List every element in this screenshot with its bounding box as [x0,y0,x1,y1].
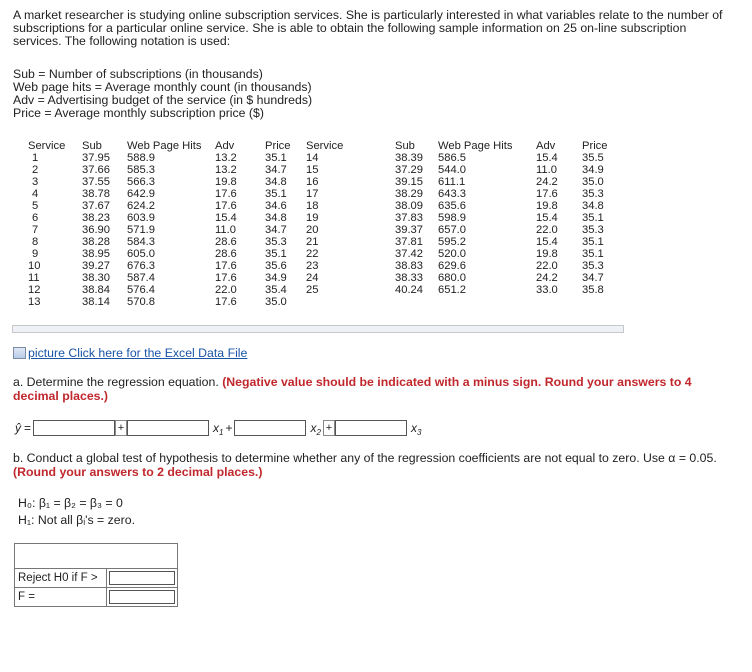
part-a-question [13,375,738,403]
y-hat-symbol: ŷ [15,421,21,435]
cell-sub: 38.83 [395,260,423,272]
cell-web-page-hits: 576.4 [127,284,155,296]
cell-price: 34.8 [265,176,287,188]
cell-adv: 22.0 [215,284,237,296]
cell-price: 35.1 [265,152,287,164]
cell-price: 35.3 [582,188,604,200]
reject-row [15,569,177,588]
cell-adv: 11.0 [215,224,236,236]
cell-adv: 17.6 [215,200,237,212]
cell-web-page-hits: 605.0 [127,248,155,260]
table-row [28,200,305,212]
header-adv: Adv [215,140,235,152]
table-row [306,224,622,236]
header-sub: Sub [82,140,102,152]
header-price: Price [582,140,608,152]
cell-adv: 17.6 [215,296,237,308]
cell-service: 19 [306,212,319,224]
cell-sub: 39.15 [395,176,423,188]
cell-web-page-hits: 587.4 [127,272,155,284]
cell-price: 35.3 [582,260,604,272]
cell-sub: 38.84 [82,284,110,296]
cell-web-page-hits: 584.3 [127,236,155,248]
cell-service: 16 [306,176,319,188]
cell-service: 9 [32,248,39,260]
part-b-question [13,451,738,479]
cell-sub: 38.95 [82,248,110,260]
cell-adv: 17.6 [215,272,237,284]
cell-price: 34.7 [582,272,604,284]
cell-adv: 22.0 [536,260,558,272]
table-row [28,188,305,200]
header-sub: Sub [395,140,415,152]
equals-sign: = [24,421,32,435]
header-web-page-hits: Web Page Hits [127,140,202,152]
cell-web-page-hits: 544.0 [438,164,466,176]
cell-service: 17 [306,188,319,200]
coefficient-x2-input[interactable] [234,420,306,436]
cell-service: 5 [32,200,39,212]
cell-price: 35.5 [582,152,604,164]
cell-sub: 39.27 [82,260,110,272]
cell-price: 35.3 [582,224,604,236]
cell-sub: 40.24 [395,284,423,296]
cell-service: 22 [306,248,319,260]
cell-adv: 15.4 [536,212,558,224]
cell-adv: 28.6 [215,248,237,260]
table-row [28,152,305,164]
cell-service: 20 [306,224,319,236]
cell-service: 3 [32,176,39,188]
table-row [306,284,622,296]
cell-adv: 33.0 [536,284,558,296]
cell-adv: 24.2 [536,176,558,188]
cell-web-page-hits: 676.3 [127,260,155,272]
cell-service: 12 [28,284,41,296]
cell-adv: 15.4 [536,152,558,164]
cell-service: 14 [306,152,319,164]
cell-web-page-hits: 680.0 [438,272,466,284]
cell-web-page-hits: 586.5 [438,152,466,164]
cell-service: 2 [32,164,39,176]
cell-web-page-hits: 611.1 [438,176,466,188]
table-row [28,260,305,272]
table-row [306,188,622,200]
table-row [28,248,305,260]
cell-web-page-hits: 595.2 [438,236,466,248]
cell-price: 34.7 [265,224,287,236]
cell-service: 1 [32,152,39,164]
cell-service: 21 [306,236,319,248]
cell-adv: 17.6 [536,188,558,200]
cell-adv: 11.0 [536,164,557,176]
cell-service: 7 [32,224,39,236]
cell-price: 35.1 [582,236,604,248]
cell-price: 34.7 [265,164,287,176]
header-service: Service [28,140,66,152]
cell-sub: 37.83 [395,212,423,224]
definition-adv: Adv = Advertising budget of the service (in $ hundreds) [13,93,313,107]
header-web-page-hits: Web Page Hits [438,140,513,152]
table-row [306,272,622,284]
part-a-instruction: (Negative value should be indicated with a minus sign. Round your answers to 4 decimal places.) [13,375,692,403]
x3-label: $x_3$ [410,421,422,437]
x1-label: $x_1$ [213,421,224,437]
plus-sign: + [225,421,233,435]
picture-icon [13,347,26,359]
cell-web-page-hits: 588.9 [127,152,155,164]
table-row [28,212,305,224]
cell-sub: 38.78 [82,188,110,200]
cell-web-page-hits: 624.2 [127,200,155,212]
cell-web-page-hits: 635.6 [438,200,466,212]
cell-service: 18 [306,200,319,212]
critical-value-input[interactable] [109,571,175,585]
definition-web-page-hits: Web page hits = Average monthly count (in thousands) [13,80,312,94]
table-row [306,152,622,164]
cell-service: 6 [32,212,39,224]
horizontal-scrollbar[interactable] [12,325,624,333]
cell-web-page-hits: 520.0 [438,248,466,260]
cell-sub: 38.29 [395,188,423,200]
cell-sub: 38.33 [395,272,423,284]
cell-web-page-hits: 603.9 [127,212,155,224]
cell-adv: 19.8 [536,200,558,212]
cell-adv: 13.2 [215,152,237,164]
cell-service: 4 [32,188,39,200]
header-price: Price [265,140,291,152]
hypotheses [18,495,135,529]
part-a-text: a. Determine the regression equation. [13,375,219,389]
table-row [28,272,305,284]
table-row [306,200,622,212]
cell-web-page-hits: 657.0 [438,224,466,236]
part-b-text: b. Conduct a global test of hypothesis to determine whether any of the regression coefficients are not equal to zero. Use α = 0.05. [13,451,717,465]
cell-service: 24 [306,272,319,284]
cell-price: 35.8 [582,284,604,296]
cell-sub: 38.30 [82,272,110,284]
table-row [306,164,622,176]
f-statistic-input[interactable] [109,590,175,604]
table-row [28,224,305,236]
x2-label: $x_2$ [310,421,321,437]
cell-price: 35.1 [582,212,604,224]
cell-adv: 15.4 [215,212,237,224]
table-row [28,176,305,188]
cell-sub: 36.90 [82,224,110,236]
cell-web-page-hits: 570.8 [127,296,155,308]
cell-adv: 13.2 [215,164,237,176]
cell-sub: 37.66 [82,164,110,176]
cell-price: 35.0 [265,296,287,308]
cell-service: 11 [28,272,40,284]
cell-adv: 19.8 [215,176,237,188]
cell-service: 25 [306,284,319,296]
regression-equation [15,420,421,436]
coefficient-x3-input[interactable] [335,420,407,436]
cell-service: 8 [32,236,39,248]
f-test-table [14,543,178,607]
cell-price: 35.6 [265,260,287,272]
table-row [306,212,622,224]
data-table-right [306,140,622,296]
cell-adv: 15.4 [536,236,558,248]
plus-sign: + [323,420,335,436]
problem-intro: A market researcher is studying online subscription services. She is particularly interested in what variables relate to the number of subscriptions for a particular online service. She is able to obtain the following sample information on 25 on-line subscription services. The following notation is used: [13,8,723,48]
plus-sign: + [115,420,127,436]
intercept-input[interactable] [33,420,115,436]
cell-adv: 22.0 [536,224,558,236]
f-label: F = [15,588,107,606]
cell-sub: 38.23 [82,212,110,224]
cell-web-page-hits: 651.2 [438,284,466,296]
table-row [306,248,622,260]
table-row [306,260,622,272]
table-row [306,236,622,248]
cell-adv: 19.8 [536,248,558,260]
table-header-row [306,140,622,152]
excel-link-text[interactable]: picture Click here for the Excel Data File [28,346,248,360]
cell-sub: 38.39 [395,152,423,164]
cell-adv: 17.6 [215,188,237,200]
data-table-left [28,140,305,308]
notation-definitions [13,68,312,120]
cell-price: 35.1 [582,248,604,260]
cell-web-page-hits: 598.9 [438,212,466,224]
cell-web-page-hits: 642.9 [127,188,155,200]
table-row [306,176,622,188]
cell-price: 35.1 [265,188,287,200]
cell-web-page-hits: 643.3 [438,188,466,200]
cell-sub: 37.81 [395,236,423,248]
header-adv: Adv [536,140,556,152]
cell-price: 35.1 [265,248,287,260]
cell-sub: 37.67 [82,200,110,212]
null-hypothesis: H₀: β₁ = β₂ = β₃ = 0 [18,496,123,510]
reject-label: Reject H0 if F > [15,569,107,587]
cell-web-page-hits: 629.6 [438,260,466,272]
cell-sub: 37.55 [82,176,110,188]
cell-web-page-hits: 571.9 [127,224,155,236]
part-b-instruction: (Round your answers to 2 decimal places.) [13,465,263,479]
cell-price: 35.4 [265,284,287,296]
cell-price: 35.0 [582,176,604,188]
cell-adv: 24.2 [536,272,558,284]
table-row [28,296,305,308]
cell-sub: 38.09 [395,200,423,212]
table-row [28,284,305,296]
definition-price: Price = Average monthly subscription price ($) [13,106,264,120]
coefficient-x1-input[interactable] [127,420,209,436]
cell-price: 34.9 [582,164,604,176]
f-table-header [15,544,177,569]
table-header-row [28,140,305,152]
cell-price: 34.9 [265,272,287,284]
excel-data-link[interactable] [13,346,247,360]
cell-web-page-hits: 566.3 [127,176,155,188]
table-row [28,164,305,176]
cell-web-page-hits: 585.3 [127,164,155,176]
cell-service: 23 [306,260,319,272]
cell-price: 34.6 [265,200,287,212]
cell-adv: 17.6 [215,260,237,272]
cell-sub: 38.28 [82,236,110,248]
cell-price: 35.3 [265,236,287,248]
cell-service: 13 [28,296,41,308]
cell-service: 10 [28,260,41,272]
cell-sub: 37.42 [395,248,423,260]
cell-sub: 38.14 [82,296,110,308]
definition-sub: Sub = Number of subscriptions (in thousands) [13,67,263,81]
cell-price: 34.8 [265,212,287,224]
header-service: Service [306,140,344,152]
cell-service: 15 [306,164,319,176]
cell-adv: 28.6 [215,236,237,248]
cell-sub: 37.29 [395,164,423,176]
table-row [28,236,305,248]
cell-sub: 39.37 [395,224,423,236]
f-statistic-row [15,588,177,606]
alternative-hypothesis: H₁: Not all βᵢ's = zero. [18,513,135,527]
cell-sub: 37.95 [82,152,110,164]
cell-price: 34.8 [582,200,604,212]
